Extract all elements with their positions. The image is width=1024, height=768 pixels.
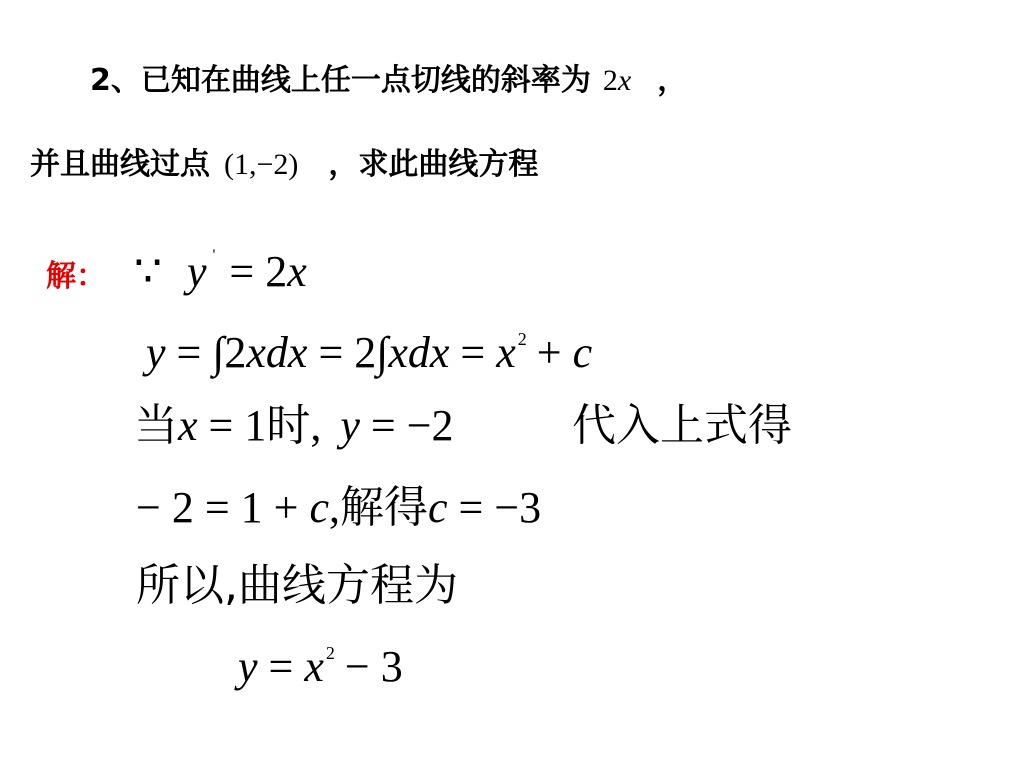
problem-text-1: 2、已知在曲线上任一点切线的斜率为 xyxy=(90,63,591,98)
problem-text-3: ，求此曲线方程 xyxy=(328,147,539,182)
solution-label: 解： xyxy=(46,259,106,294)
final-equation: y = x $^2$ − 3 xyxy=(238,642,403,691)
solution-step-5: 所以,曲线方程为 xyxy=(136,560,458,611)
solution-step-3: 当x = 1时, y = −2 xyxy=(134,400,454,451)
problem-comma: ， xyxy=(657,63,688,98)
solution-step-4: − 2 = 1 + c,解得c = −3 xyxy=(136,482,542,533)
slope-expression: 2x xyxy=(602,64,632,97)
solution-step-2: y = ∫2xdx = 2∫xdx = x $^2$ + c xyxy=(146,328,593,377)
substitute-text: 代入上式得 xyxy=(572,400,792,451)
solution-step-1: ∵ y ' = 2x xyxy=(134,247,307,296)
problem-text-2: 并且曲线过点 xyxy=(30,147,210,182)
problem-line-2 xyxy=(30,147,539,182)
point-coordinates: (1,−2) xyxy=(224,148,299,181)
problem-line-1 xyxy=(90,63,688,98)
